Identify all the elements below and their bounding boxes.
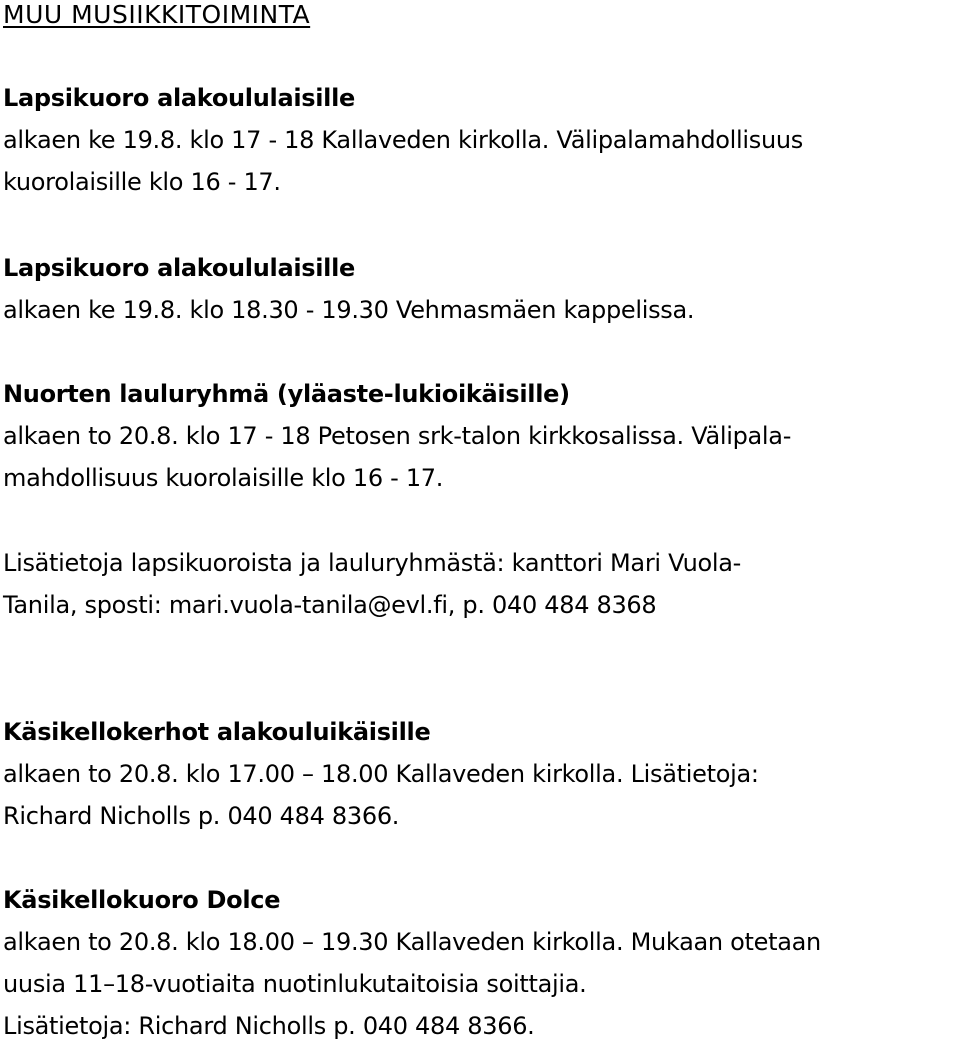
section-text-line: Tanila, sposti: mari.vuola-tanila@evl.fi, p. 040 484 8368 xyxy=(3,591,657,619)
section-text-line: Lisätietoja: Richard Nicholls p. 040 484 8366. xyxy=(3,1012,535,1040)
section-heading: Käsikellokuoro Dolce xyxy=(3,886,281,914)
section-nuorten-lauluryhma xyxy=(3,373,958,499)
section-text-line: alkaen to 20.8. klo 17.00 – 18.00 Kallaveden kirkolla. Lisätietoja: xyxy=(3,760,759,788)
section-contact-info xyxy=(3,542,958,626)
section-text-line: Richard Nicholls p. 040 484 8366. xyxy=(3,802,400,830)
section-heading: Käsikellokerhot alakouluikäisille xyxy=(3,718,431,746)
section-heading: Lapsikuoro alakoululaisille xyxy=(3,254,356,282)
section-text-line: Lisätietoja lapsikuoroista ja lauluryhmästä: kanttori Mari Vuola- xyxy=(3,549,742,577)
section-text-line: kuorolaisille klo 16 - 17. xyxy=(3,168,281,196)
section-text-line: alkaen ke 19.8. klo 18.30 - 19.30 Vehmasmäen kappelissa. xyxy=(3,296,695,324)
section-lapsikuoro-2 xyxy=(3,247,958,331)
section-text-line: mahdollisuus kuorolaisille klo 16 - 17. xyxy=(3,464,444,492)
section-heading: Lapsikuoro alakoululaisille xyxy=(3,84,356,112)
section-heading: Nuorten lauluryhmä (yläaste-lukioikäisille) xyxy=(3,380,570,408)
section-lapsikuoro-1 xyxy=(3,77,958,203)
section-kasikellokerhot xyxy=(3,711,958,837)
section-text-line: alkaen to 20.8. klo 17 - 18 Petosen srk-talon kirkkosalissa. Välipala- xyxy=(3,422,792,450)
section-text-line: alkaen to 20.8. klo 18.00 – 19.30 Kallaveden kirkolla. Mukaan otetaan xyxy=(3,928,821,956)
page-title: MUU MUSIIKKITOIMINTA xyxy=(3,0,311,29)
section-kasikellokuoro-dolce xyxy=(3,879,958,1047)
section-text-line: uusia 11–18-vuotiaita nuotinlukutaitoisia soittajia. xyxy=(3,970,587,998)
section-text-line: alkaen ke 19.8. klo 17 - 18 Kallaveden kirkolla. Välipalamahdollisuus xyxy=(3,126,804,154)
